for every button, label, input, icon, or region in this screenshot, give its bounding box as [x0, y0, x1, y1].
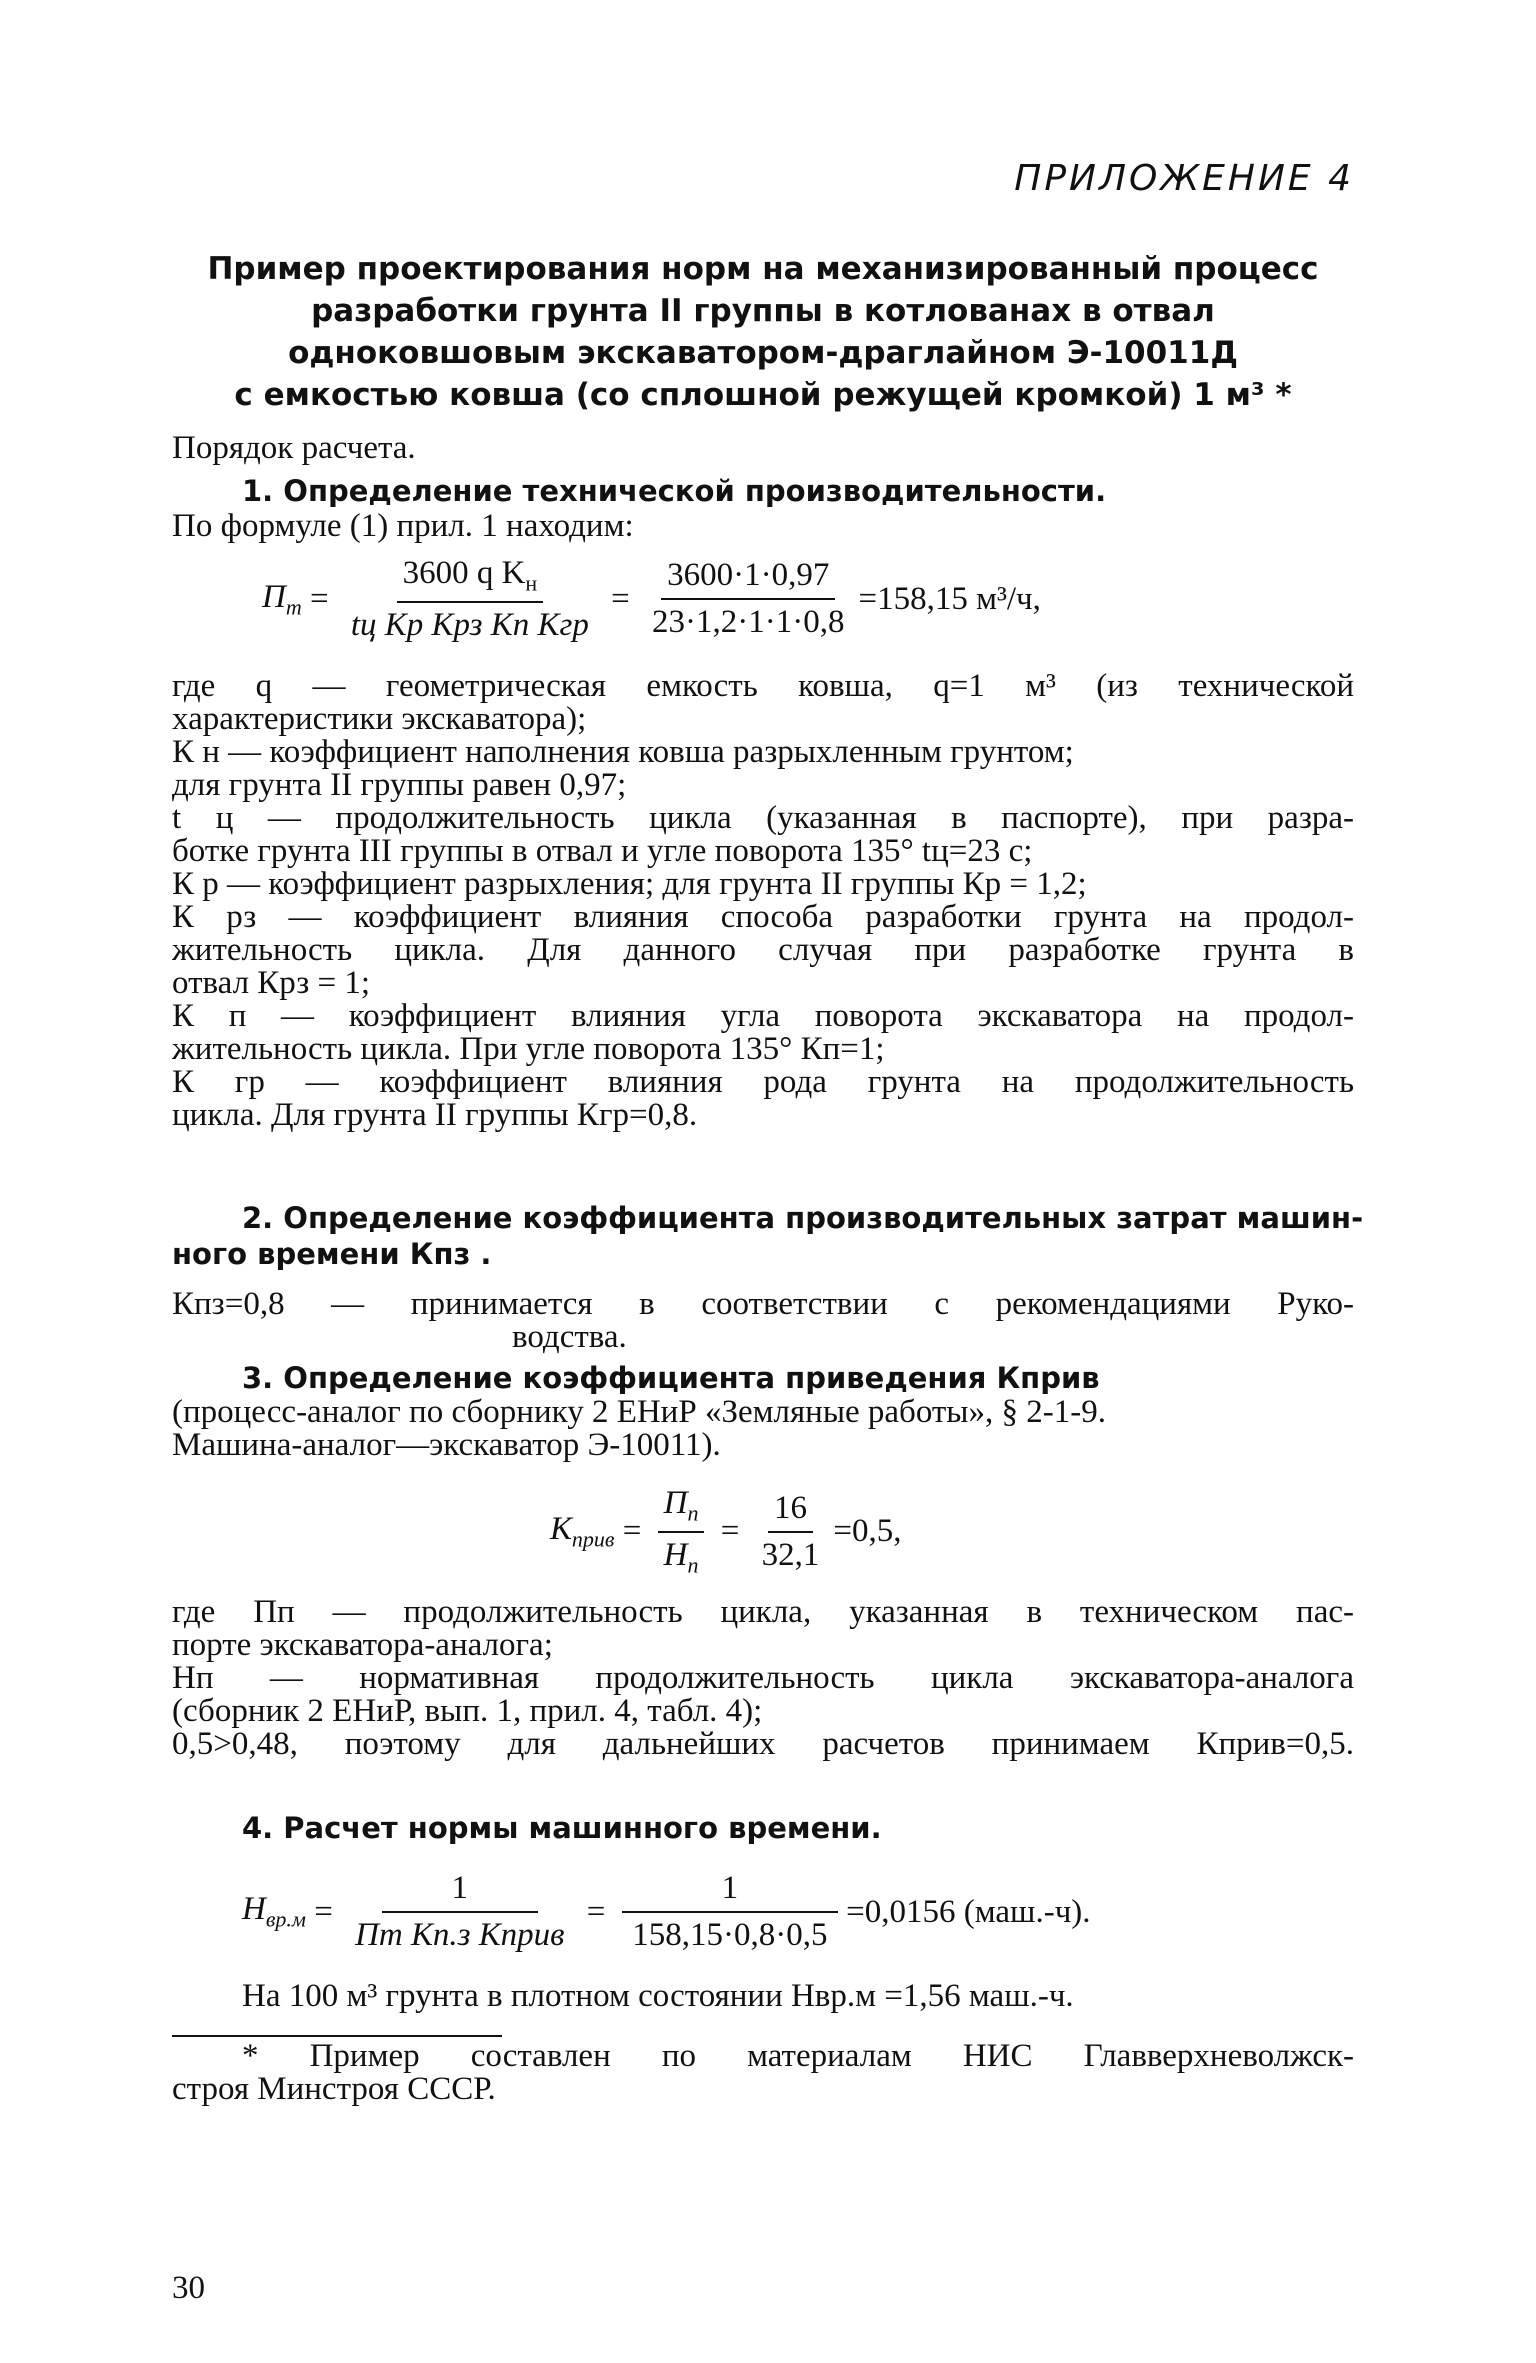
formula4-numeric-fraction: [622, 1870, 839, 1954]
explanation-line: 0,5>0,48, поэтому для дальнейших расчетов принимаем Кприв=0,5.: [172, 1726, 1354, 1762]
formula3-numeric-denominator: 32,1: [761, 1536, 820, 1573]
section3-heading: 3. Определение коэффициента приведения Кприв: [242, 1361, 1100, 1395]
section3-explanations: [172, 1596, 1354, 1761]
title-line: одноковшовым экскаватором-драглайном Э-10011Д: [288, 335, 1238, 371]
page-number: 30: [172, 2270, 205, 2306]
explanation-line: К п — коэффициент влияния угла поворота экскаватора на продол-: [172, 998, 1354, 1034]
explanation-line: цикла. Для грунта II группы Кгр=0,8.: [172, 1097, 698, 1133]
title-line: с емкостью ковша (со сплошной режущей кромкой) 1 м³ *: [234, 377, 1292, 413]
per-100-block: [172, 1980, 1354, 2013]
explanation-line: К рз — коэффициент влияния способа разработки грунта на продол-: [172, 899, 1354, 935]
explanation-line: К гр — коэффициент влияния рода грунта на продолжительность: [172, 1064, 1354, 1100]
formula3-lhs: $К_{прив}$: [550, 1510, 615, 1552]
section1-heading: 1. Определение технической производительности.: [242, 474, 1107, 508]
formula3-symbolic-numerator: $П_п$: [658, 1485, 705, 1533]
formula4-symbolic-numerator: 1: [382, 1870, 539, 1913]
section2-text-line1: Кпз=0,8 — принимается в соответствии с рекомендациями Руко-: [172, 1286, 1354, 1322]
explanation-line: жительность цикла. Для данного случая при разработке грунта в: [172, 932, 1354, 968]
formula4-lhs: $Н_{вр.м}$: [242, 1891, 306, 1932]
explanation-line: t ц — продолжительность цикла (указанная в паспорте), при разра-: [172, 800, 1354, 836]
explanation-line: где Пп — продолжительность цикла, указанная в техническом пас-: [172, 1594, 1354, 1630]
explanation-line: ботке грунта III группы в отвал и угле поворота 135° tц=23 с;: [172, 833, 1033, 869]
formula4-symbolic-fraction: [349, 1870, 570, 1954]
formula1-result: =158,15 м³/ч,: [858, 580, 1041, 617]
explanation-line: К р — коэффициент разрыхления; для грунта II группы Кр = 1,2;: [172, 866, 1087, 902]
formula4-symbolic-denominator: Пт Кп.з Кприв: [355, 1917, 565, 1953]
per-100-text: На 100 м³ грунта в плотном состоянии Нвр.м =1,56 маш.-ч.: [242, 1978, 1074, 2014]
section3-block: [172, 1360, 1354, 1462]
formula4-numeric-denominator: 158,15·0,8·0,5: [632, 1917, 828, 1953]
title-line: Пример проектирования норм на механизированный процесс: [207, 251, 1319, 287]
formula3-result: =0,5,: [833, 1513, 902, 1550]
formula1-symbolic-numerator: 3600 q $K_н$: [397, 555, 544, 603]
formula4-result: =0,0156 (маш.-ч).: [846, 1893, 1091, 1930]
formula3-numeric-numerator: 16: [768, 1490, 813, 1533]
footnote: [172, 2040, 1354, 2106]
formula1-numeric-fraction: [646, 557, 850, 641]
explanation-line: жительность цикла. При угле поворота 135° Кп=1;: [172, 1031, 885, 1067]
section2-heading-line2: ного времени Кпз .: [172, 1237, 492, 1271]
footnote-line2: строя Минстроя СССР.: [172, 2071, 496, 2107]
title-line: разработки грунта II группы в котлованах в отвал: [311, 293, 1215, 329]
appendix-label: ПРИЛОЖЕНИЕ 4: [1014, 158, 1354, 199]
explanation-line: порте экскаватора-аналога;: [172, 1627, 553, 1663]
document-title: [172, 248, 1354, 416]
footnote-divider: [172, 2035, 502, 2037]
document-page: [172, 0, 1364, 2363]
formula1-symbolic-denominator: tц Kр Kрз Kп Kгр: [350, 606, 589, 643]
explanations-block-1: [172, 670, 1354, 1132]
formula1-numeric-numerator: 3600·1·0,97: [661, 557, 835, 600]
formula3-numeric-fraction: [756, 1490, 826, 1574]
explanation-line: где q — геометрическая емкость ковша, q=1 м³ (из технической: [172, 668, 1354, 704]
section3-text-line1: (процесс-аналог по сборнику 2 ЕНиР «Земляные работы», § 2-1-9.: [172, 1394, 1106, 1430]
intro-block: [172, 432, 1354, 543]
formula3-symbolic-denominator: $Н_п$: [663, 1536, 699, 1578]
section2-block: [172, 1200, 1364, 1355]
formula1-lhs: $П_т$: [262, 578, 302, 620]
formula1-numeric-denominator: 23·1,2·1·1·0,8: [652, 604, 845, 641]
explanation-line: для грунта II группы равен 0,97;: [172, 767, 627, 803]
order-text: Порядок расчета.: [172, 430, 416, 466]
by-formula-text: По формуле (1) прил. 1 находим:: [172, 508, 634, 544]
explanation-line: Нп — нормативная продолжительность цикла экскаватора-аналога: [172, 1660, 1354, 1696]
explanation-line: (сборник 2 ЕНиР, вып. 1, прил. 4, табл. 4);: [172, 1693, 763, 1729]
section2-text-line2: водства.: [512, 1319, 627, 1355]
section4-heading: 4. Расчет нормы машинного времени.: [242, 1811, 882, 1845]
section4-block: [172, 1812, 1354, 1845]
section3-text-line2: Машина-аналог—экскаватор Э-10011).: [172, 1427, 721, 1463]
formula4-numeric-numerator: 1: [622, 1870, 839, 1913]
formula-productivity: $П_т$ = $\frac{3600 q K_н}{\text{tц Kр Kрз Kп Kгр}}$ = $\frac{3600\cdot 1\cdot 0,97}{23\cdot 1,2\cdot 1\cdot 1\cdot 0,8}$ =158,15 м³/ч,: [262, 555, 1041, 643]
formula1-symbolic-fraction: [345, 555, 595, 644]
formula3-symbolic-fraction: [658, 1485, 705, 1578]
explanation-line: характеристики экскаватора);: [172, 701, 587, 737]
explanation-line: отвал Крз = 1;: [172, 965, 371, 1001]
section2-heading-line1: 2. Определение коэффициента производительных затрат машин-: [242, 1201, 1364, 1235]
explanation-line: К н — коэффициент наполнения ковша разрыхленным грунтом;: [172, 734, 1074, 770]
formula-machine-time-norm: $Н_{вр.м}$ = $\frac{1}{\text{Пт Кп.з Кприв}}$ = $\frac{1}{158,15\cdot 0,8\cdot 0,5}$ =0,0156 (маш.-ч).: [242, 1870, 1091, 1953]
footnote-line1: * Пример составлен по материалам НИС Главверхневолжск-: [242, 2038, 1354, 2074]
formula-reduction-coefficient: $К_{прив}$ = $\frac{П_п}{Н_п}$ = $\frac{16}{32,1}$ =0,5,: [550, 1485, 902, 1578]
